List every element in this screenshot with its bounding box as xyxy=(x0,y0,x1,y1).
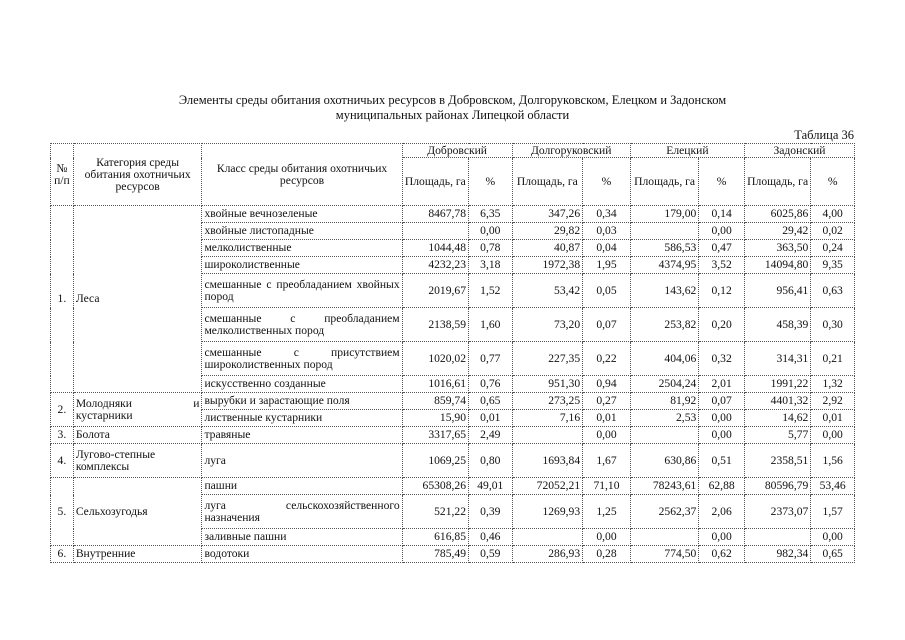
habitat-class-cell: хвойные вечнозеленые xyxy=(202,206,402,223)
area-value-cell xyxy=(744,529,810,546)
percent-value-cell: 0,46 xyxy=(469,529,513,546)
table-number: Таблица 36 xyxy=(794,128,854,142)
area-value-cell: 179,00 xyxy=(630,206,698,223)
area-value-cell: 616,85 xyxy=(402,529,468,546)
area-value-cell: 951,30 xyxy=(512,376,583,393)
category-cell: Леса xyxy=(73,206,202,393)
area-value-cell: 273,25 xyxy=(512,393,583,410)
area-value-cell xyxy=(512,529,583,546)
area-value-cell: 314,31 xyxy=(744,342,810,376)
area-value-cell: 15,90 xyxy=(402,410,468,427)
area-value-cell: 40,87 xyxy=(512,240,583,257)
percent-value-cell: 0,00 xyxy=(699,427,745,444)
percent-value-cell: 0,07 xyxy=(583,308,631,342)
percent-value-cell: 0,00 xyxy=(583,427,631,444)
habitat-class-cell: вырубки и зарастающие поля xyxy=(202,393,402,410)
percent-value-cell: 4,00 xyxy=(811,206,855,223)
row-number: 3. xyxy=(51,427,74,444)
area-value-cell: 1044,48 xyxy=(402,240,468,257)
area-value-cell: 227,35 xyxy=(512,342,583,376)
area-value-cell: 347,26 xyxy=(512,206,583,223)
percent-value-cell: 0,00 xyxy=(699,410,745,427)
header-num: № п/п xyxy=(51,144,74,206)
table-body xyxy=(51,206,855,563)
percent-value-cell: 0,04 xyxy=(583,240,631,257)
header-area: Площадь, га xyxy=(512,158,583,206)
area-value-cell: 1069,25 xyxy=(402,444,468,478)
percent-value-cell: 2,01 xyxy=(699,376,745,393)
habitat-class-cell: искусственно созданные xyxy=(202,376,402,393)
header-class: Класс среды обитания охотничьих ресурсов xyxy=(202,144,402,206)
header-pct: % xyxy=(583,158,631,206)
area-value-cell: 3317,65 xyxy=(402,427,468,444)
area-value-cell: 7,16 xyxy=(512,410,583,427)
header-area: Площадь, га xyxy=(744,158,810,206)
category-cell: Болота xyxy=(73,427,202,444)
percent-value-cell: 0,21 xyxy=(811,342,855,376)
row-number: 1. xyxy=(51,206,74,393)
percent-value-cell: 71,10 xyxy=(583,478,631,495)
habitat-class-cell: травяные xyxy=(202,427,402,444)
percent-value-cell: 1,67 xyxy=(583,444,631,478)
table-row xyxy=(51,478,855,495)
area-value-cell: 982,34 xyxy=(744,546,810,563)
table-row xyxy=(51,427,855,444)
habitat-class-cell: заливные пашни xyxy=(202,529,402,546)
header-district-zadonsky: Задонский xyxy=(744,144,854,158)
habitat-class-cell: смешанные с присутствием широколиственных пород xyxy=(202,342,402,376)
percent-value-cell: 0,65 xyxy=(811,546,855,563)
percent-value-cell: 1,60 xyxy=(469,308,513,342)
header-area: Площадь, га xyxy=(402,158,468,206)
title-line-1: Элементы среды обитания охотничьих ресурсов в Добровском, Долгоруковском, Елецком и Задонском xyxy=(178,93,727,107)
habitat-class-cell: смешанные с преобладанием мелколиственных пород xyxy=(202,308,402,342)
percent-value-cell: 1,25 xyxy=(583,495,631,529)
percent-value-cell: 2,49 xyxy=(469,427,513,444)
percent-value-cell: 1,56 xyxy=(811,444,855,478)
habitat-class-cell: мелколиственные xyxy=(202,240,402,257)
habitat-class-cell: лиственные кустарники xyxy=(202,410,402,427)
area-value-cell: 1991,22 xyxy=(744,376,810,393)
percent-value-cell: 0,01 xyxy=(469,410,513,427)
percent-value-cell: 0,00 xyxy=(699,529,745,546)
area-value-cell: 53,42 xyxy=(512,274,583,308)
area-value-cell: 73,20 xyxy=(512,308,583,342)
header-pct: % xyxy=(469,158,513,206)
document-title xyxy=(0,93,905,123)
habitat-class-cell: пашни xyxy=(202,478,402,495)
area-value-cell: 80596,79 xyxy=(744,478,810,495)
area-value-cell: 2373,07 xyxy=(744,495,810,529)
row-number: 6. xyxy=(51,546,74,563)
area-value-cell: 81,92 xyxy=(630,393,698,410)
percent-value-cell: 0,51 xyxy=(699,444,745,478)
area-value-cell: 286,93 xyxy=(512,546,583,563)
category-cell: Лугово-степные комплексы xyxy=(73,444,202,478)
area-value-cell: 29,42 xyxy=(744,223,810,240)
area-value-cell: 29,82 xyxy=(512,223,583,240)
percent-value-cell: 1,57 xyxy=(811,495,855,529)
percent-value-cell: 0,07 xyxy=(699,393,745,410)
table-row xyxy=(51,546,855,563)
percent-value-cell: 53,46 xyxy=(811,478,855,495)
percent-value-cell: 2,92 xyxy=(811,393,855,410)
area-value-cell: 72052,21 xyxy=(512,478,583,495)
percent-value-cell: 0,00 xyxy=(811,427,855,444)
area-value-cell: 4401,32 xyxy=(744,393,810,410)
percent-value-cell: 0,01 xyxy=(583,410,631,427)
percent-value-cell: 0,77 xyxy=(469,342,513,376)
area-value-cell: 521,22 xyxy=(402,495,468,529)
area-value-cell xyxy=(402,223,468,240)
table-row xyxy=(51,393,855,410)
habitat-class-cell: луга сельскохозяйственного назначения xyxy=(202,495,402,529)
area-value-cell: 253,82 xyxy=(630,308,698,342)
area-value-cell: 630,86 xyxy=(630,444,698,478)
header-district-eletsky: Елецкий xyxy=(630,144,744,158)
percent-value-cell: 0,24 xyxy=(811,240,855,257)
percent-value-cell: 0,62 xyxy=(699,546,745,563)
area-value-cell: 143,62 xyxy=(630,274,698,308)
percent-value-cell: 9,35 xyxy=(811,257,855,274)
percent-value-cell: 0,22 xyxy=(583,342,631,376)
area-value-cell: 4374,95 xyxy=(630,257,698,274)
title-line-2: муниципальных районах Липецкой области xyxy=(335,108,570,122)
area-value-cell: 6025,86 xyxy=(744,206,810,223)
header-pct: % xyxy=(699,158,745,206)
area-value-cell: 1693,84 xyxy=(512,444,583,478)
habitat-class-cell: водотоки xyxy=(202,546,402,563)
percent-value-cell: 0,20 xyxy=(699,308,745,342)
habitat-class-cell: луга xyxy=(202,444,402,478)
area-value-cell xyxy=(630,529,698,546)
header-row-1 xyxy=(51,144,855,158)
percent-value-cell: 62,88 xyxy=(699,478,745,495)
percent-value-cell: 1,32 xyxy=(811,376,855,393)
table-row xyxy=(51,206,855,223)
percent-value-cell: 0,02 xyxy=(811,223,855,240)
percent-value-cell: 0,05 xyxy=(583,274,631,308)
habitat-class-cell: широколиственные xyxy=(202,257,402,274)
area-value-cell: 2,53 xyxy=(630,410,698,427)
percent-value-cell: 0,00 xyxy=(469,223,513,240)
area-value-cell: 956,41 xyxy=(744,274,810,308)
percent-value-cell: 0,12 xyxy=(699,274,745,308)
category-cell: Молодняки и кустарники xyxy=(73,393,202,427)
area-value-cell: 586,53 xyxy=(630,240,698,257)
area-value-cell: 65308,26 xyxy=(402,478,468,495)
percent-value-cell: 0,01 xyxy=(811,410,855,427)
percent-value-cell: 0,47 xyxy=(699,240,745,257)
percent-value-cell: 0,65 xyxy=(469,393,513,410)
percent-value-cell: 0,28 xyxy=(583,546,631,563)
area-value-cell: 4232,23 xyxy=(402,257,468,274)
area-value-cell xyxy=(630,223,698,240)
habitat-class-cell: смешанные с преобладанием хвойных пород xyxy=(202,274,402,308)
percent-value-cell: 0,00 xyxy=(583,529,631,546)
area-value-cell: 774,50 xyxy=(630,546,698,563)
percent-value-cell: 3,18 xyxy=(469,257,513,274)
percent-value-cell: 1,52 xyxy=(469,274,513,308)
area-value-cell: 14094,80 xyxy=(744,257,810,274)
percent-value-cell: 0,27 xyxy=(583,393,631,410)
header-district-dolgorukovsky: Долгоруковский xyxy=(512,144,630,158)
percent-value-cell: 0,14 xyxy=(699,206,745,223)
area-value-cell: 859,74 xyxy=(402,393,468,410)
category-cell: Внутренние xyxy=(73,546,202,563)
area-value-cell: 1016,61 xyxy=(402,376,468,393)
area-value-cell: 785,49 xyxy=(402,546,468,563)
percent-value-cell: 0,63 xyxy=(811,274,855,308)
percent-value-cell: 49,01 xyxy=(469,478,513,495)
percent-value-cell: 3,52 xyxy=(699,257,745,274)
table-row xyxy=(51,444,855,478)
percent-value-cell: 0,59 xyxy=(469,546,513,563)
row-number: 4. xyxy=(51,444,74,478)
percent-value-cell: 0,94 xyxy=(583,376,631,393)
area-value-cell: 78243,61 xyxy=(630,478,698,495)
percent-value-cell: 2,06 xyxy=(699,495,745,529)
percent-value-cell: 0,00 xyxy=(811,529,855,546)
area-value-cell xyxy=(630,427,698,444)
header-area: Площадь, га xyxy=(630,158,698,206)
percent-value-cell: 0,80 xyxy=(469,444,513,478)
header-district-dobrovsky: Добровский xyxy=(402,144,512,158)
area-value-cell: 14,62 xyxy=(744,410,810,427)
category-cell: Сельхозугодья xyxy=(73,478,202,546)
percent-value-cell: 0,03 xyxy=(583,223,631,240)
percent-value-cell: 6,35 xyxy=(469,206,513,223)
habitat-table xyxy=(50,143,855,563)
percent-value-cell: 0,30 xyxy=(811,308,855,342)
percent-value-cell: 0,34 xyxy=(583,206,631,223)
area-value-cell: 363,50 xyxy=(744,240,810,257)
header-pct: % xyxy=(811,158,855,206)
habitat-class-cell: хвойные листопадные xyxy=(202,223,402,240)
area-value-cell: 1020,02 xyxy=(402,342,468,376)
percent-value-cell: 0,00 xyxy=(699,223,745,240)
percent-value-cell: 0,39 xyxy=(469,495,513,529)
area-value-cell: 2358,51 xyxy=(744,444,810,478)
area-value-cell: 2562,37 xyxy=(630,495,698,529)
area-value-cell: 404,06 xyxy=(630,342,698,376)
percent-value-cell: 1,95 xyxy=(583,257,631,274)
area-value-cell: 458,39 xyxy=(744,308,810,342)
percent-value-cell: 0,78 xyxy=(469,240,513,257)
area-value-cell: 1269,93 xyxy=(512,495,583,529)
header-category: Категория среды обитания охотничьих ресурсов xyxy=(73,144,202,206)
percent-value-cell: 0,76 xyxy=(469,376,513,393)
area-value-cell: 8467,78 xyxy=(402,206,468,223)
area-value-cell: 2019,67 xyxy=(402,274,468,308)
area-value-cell: 5,77 xyxy=(744,427,810,444)
area-value-cell: 1972,38 xyxy=(512,257,583,274)
area-value-cell: 2138,59 xyxy=(402,308,468,342)
row-number: 2. xyxy=(51,393,74,427)
area-value-cell xyxy=(512,427,583,444)
area-value-cell: 2504,24 xyxy=(630,376,698,393)
percent-value-cell: 0,32 xyxy=(699,342,745,376)
row-number: 5. xyxy=(51,478,74,546)
